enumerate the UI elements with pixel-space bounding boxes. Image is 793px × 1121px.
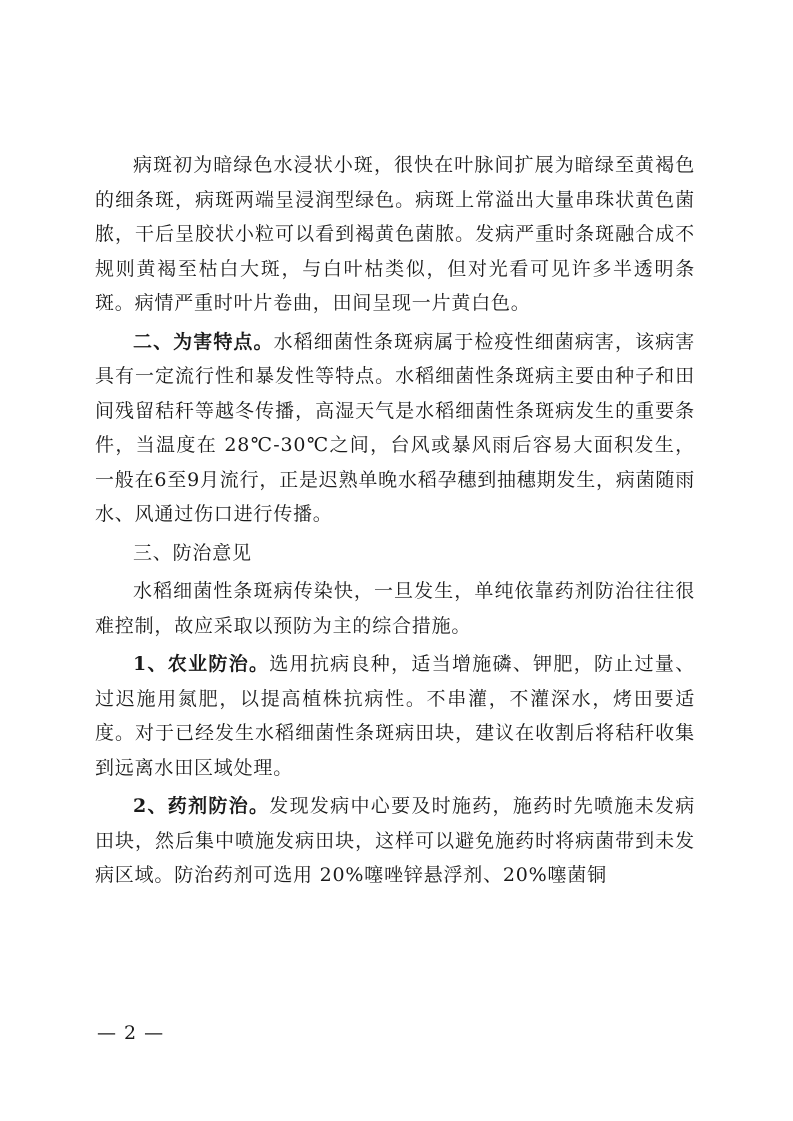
paragraph-agricultural-body: 选用抗病良种，适当增施磷、钾肥，防止过量、过迟施用氮肥，以提高植株抗病性。不串灌，不灌深水，烤田要适度。对于已经发生水稻细菌性条斑病田块，建议在收割后将秸秆收集到远离水田区域处理。 bbox=[95, 653, 695, 779]
paragraph-damage-body: 水稻细菌性条斑病属于检疫性细菌病害，该病害具有一定流行性和暴发性等特点。水稻细菌性条斑病主要由种子和田间残留秸秆等越冬传播，高湿天气是水稻细菌性条斑病发生的重要条件，当温度在 28℃-30℃之间，台风或暴风雨后容易大面积发生，一般在6至9月流行，正是迟熟单晚水稻孕穗到抽穗期发生，病菌随雨水、风通过伤口进行传播。 bbox=[95, 330, 695, 525]
page-number: — 2 — bbox=[97, 1022, 165, 1044]
paragraph-control-intro: 水稻细菌性条斑病传染快，一旦发生，单纯依靠药剂防治往往很难控制，故应采取以预防为主的综合措施。 bbox=[95, 580, 695, 637]
paragraph-chemical-body: 发现发病中心要及时施药，施药时先喷施未发病田块，然后集中喷施发病田块，这样可以避免施药时将病菌带到未发病区域。防治药剂可选用 20%噻唑锌悬浮剂、20%噻菌铜 bbox=[95, 795, 695, 886]
subheading-agricultural: 1、农业防治。 bbox=[133, 653, 270, 675]
body-text bbox=[95, 148, 695, 893]
paragraph-damage-characteristics bbox=[95, 325, 695, 532]
section-heading-control: 三、防治意见 bbox=[133, 541, 252, 564]
section-heading-damage: 二、为害特点。 bbox=[133, 330, 274, 353]
subheading-chemical: 2、药剂防治。 bbox=[133, 795, 270, 817]
paragraph-chemical-control bbox=[95, 789, 695, 893]
paragraph-symptoms: 病斑初为暗绿色水浸状小斑，很快在叶脉间扩展为暗绿至黄褐色的细条斑，病斑两端呈浸润型绿色。病斑上常溢出大量串珠状黄色菌脓，干后呈胶状小粒可以看到褐黄色菌脓。发病严重时条斑融合成不规则黄褐至枯白大斑，与白叶枯类似，但对光看可见许多半透明条斑。病情严重时叶片卷曲，田间呈现一片黄白色。 bbox=[95, 154, 695, 314]
paragraph-agricultural-control bbox=[95, 647, 695, 785]
